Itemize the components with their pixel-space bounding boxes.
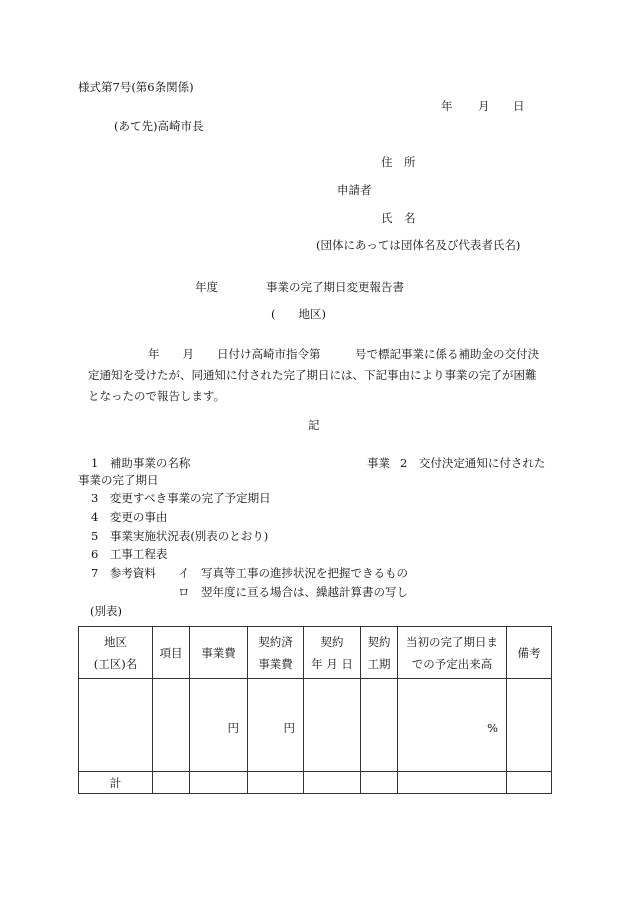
table-cell: [153, 772, 190, 794]
item-7-ro: ロ 翌年度に亘る場合は、繰越計算書の写し: [178, 585, 408, 599]
body-line-2: 定通知を受けたが、同通知に付された完了期日には、下記事由により事業の完了が困難: [88, 368, 537, 382]
cost-unit-cell: 円: [190, 679, 248, 772]
header-cost: 事業費: [190, 627, 248, 679]
table-cell: [398, 772, 507, 794]
item-2-continuation: 事業の完了期日: [78, 473, 159, 487]
header-contracted-cost: 契約済 事業費: [248, 627, 304, 679]
table-row: [79, 679, 552, 772]
district-line: ( 地区): [271, 307, 326, 321]
title-fiscal-year: 年度: [195, 280, 218, 294]
item-1-suffix: 事業: [367, 456, 390, 470]
appendix-label: (別表): [90, 604, 122, 618]
applicant-label: 申請者: [337, 183, 372, 197]
organization-note: (団体にあっては団体名及び代表者氏名): [316, 238, 521, 252]
body-line-1: 年 月 日付け高崎市指令第 号で標記事業に係る補助金の交付決: [148, 347, 539, 361]
ki-heading: 記: [308, 418, 320, 432]
body-line-3: となったので報告します。: [88, 389, 226, 403]
contracted-cost-unit-cell: 円: [248, 679, 304, 772]
header-initial-progress: 当初の完了期日ま での予定出来高: [398, 627, 507, 679]
item-2-label: 2 交付決定通知に付された: [400, 456, 546, 470]
date-year-label: 年: [441, 99, 453, 113]
table-cell: [507, 679, 552, 772]
table-cell: [153, 679, 190, 772]
table-cell: [507, 772, 552, 794]
table-cell: [304, 679, 361, 772]
header-district: 地区 (工区)名: [79, 627, 153, 679]
item-6: 6 工事工程表: [91, 547, 168, 561]
table-cell: [190, 772, 248, 794]
table-cell: [79, 679, 153, 772]
body-paragraph: [88, 344, 550, 407]
addressee: (あて先)高崎市長: [114, 119, 204, 133]
table-header-row: [79, 627, 552, 679]
item-7-i: イ 写真等工事の進捗状況を把握できるもの: [178, 566, 408, 580]
header-contract-date: 契約 年 月 日: [304, 627, 361, 679]
form-number: 様式第7号(第6条関係): [78, 80, 194, 94]
total-label: 計: [79, 772, 153, 794]
item-5: 5 事業実施状況表(別表のとおり): [91, 529, 269, 543]
table-cell: [304, 772, 361, 794]
progress-unit-cell: %: [398, 679, 507, 772]
address-label: 住 所: [381, 155, 416, 169]
item-1-label: 1 補助事業の名称: [91, 456, 191, 470]
item-7-label: 7 参考資料: [91, 566, 156, 580]
table-cell: [361, 772, 398, 794]
date-day-label: 日: [513, 99, 525, 113]
title-name: 事業の完了期日変更報告書: [266, 280, 404, 294]
table-cell: [248, 772, 304, 794]
date-month-label: 月: [478, 99, 490, 113]
item-3: 3 変更すべき事業の完了予定期日: [91, 491, 271, 505]
table-total-row: [79, 772, 552, 794]
header-contract-period: 契約 工期: [361, 627, 398, 679]
header-remarks: 備考: [507, 627, 552, 679]
header-item: 項目: [153, 627, 190, 679]
item-4: 4 変更の事由: [91, 510, 168, 524]
table-cell: [361, 679, 398, 772]
name-label: 氏 名: [381, 211, 416, 225]
status-table: [78, 626, 552, 794]
